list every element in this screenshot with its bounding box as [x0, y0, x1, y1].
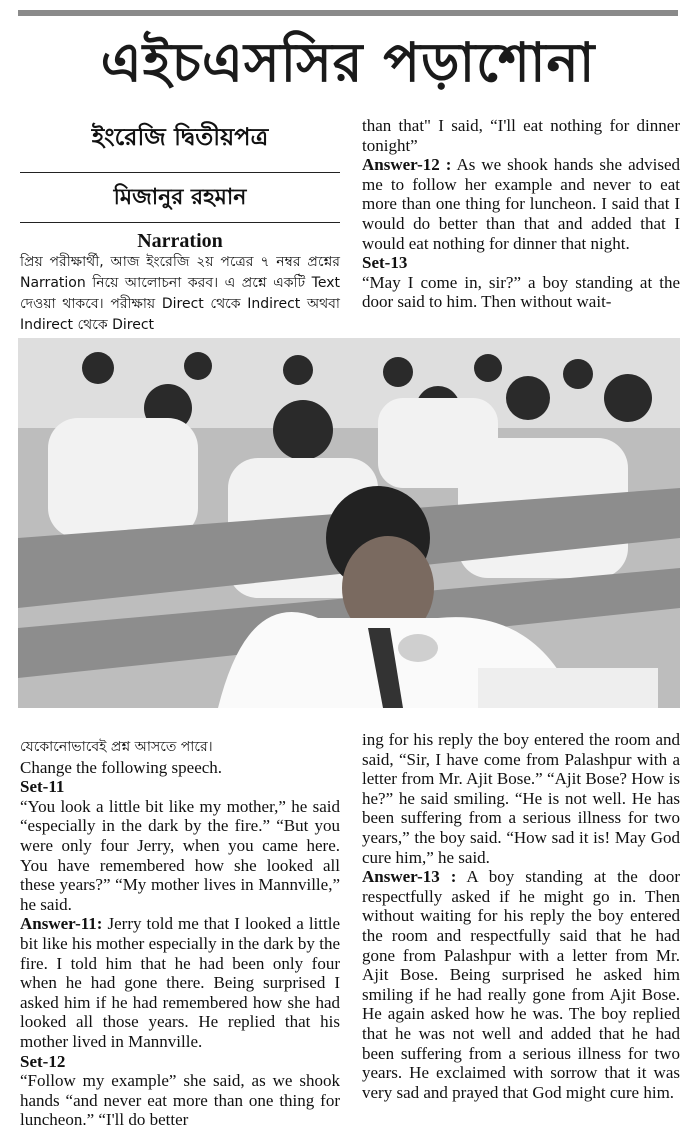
answer-text: As we shook hands she advised me to follow her example and never to eat more than one thing for luncheon. I said that I would do better than that and added that I would eat nothing for dinner that night.	[362, 155, 680, 253]
set-label: Set-13	[362, 253, 408, 273]
divider-rule	[20, 172, 340, 173]
paragraph	[362, 155, 680, 253]
section-title: Narration	[137, 230, 223, 252]
students-writing-exam-image	[18, 338, 680, 708]
divider-rule	[20, 222, 340, 223]
paragraph: “May I come in, sir?” a boy standing at the door said to him. Then without wait-	[362, 272, 680, 312]
set-label: Set-12	[20, 1051, 66, 1071]
paragraph: “Follow my example” she said, as we shook hands “and never eat more than one thing for luncheon.” “I'll do better	[20, 1071, 340, 1130]
author-byline: মিজানুর রহমান	[113, 185, 247, 210]
instruction: Change the following speech.	[20, 757, 223, 777]
masthead-title: এইচএসসির পড়াশোনা	[100, 31, 596, 94]
intro-paragraph: প্রিয় পরীক্ষার্থী, আজ ইংরেজি ২য় পত্রের ৭ নম্বর প্রশ্নের Narration নিয়ে আলোচনা করব। এ প্রশ্নে একটি Text দেওয়া থাকবে। পরীক্ষায় Direct থেকে Indirect অথবা Indirect থেকে Direct	[20, 254, 340, 333]
intro-paragraph-end: যেকোনোভাবেই প্রশ্ন আসতে পারে।	[20, 739, 213, 755]
answer-label: Answer-11:	[20, 914, 103, 934]
top-rule	[18, 10, 678, 16]
paragraph: ing for his reply the boy entered the room and said, “Sir, I have come from Palashpur with a letter from Mr. Ajit Bose.” “Ajit Bose? How is he?” he said smiling. “He is not well. He has been suffering from a serious illness for two years,” the boy said. “How sad it is! May God cure him,” he said.	[362, 730, 680, 867]
paragraph	[362, 867, 680, 1102]
answer-label: Answer-12 :	[362, 155, 452, 175]
article-col-left-bottom	[20, 738, 340, 1130]
answer-label: Answer-13 :	[362, 867, 457, 887]
article-col-left-top	[20, 230, 340, 336]
paragraph	[20, 914, 340, 1051]
paragraph: “You look a little bit like my mother,” he said “especially in the dark by the fire.” “But you were only four Jerry, when you came here. You have remembered how she looked all these years?” “My mother lives in Mannville,” he said.	[20, 796, 340, 914]
answer-text: A boy standing at the door respectfully asked if he might go in. Then without waiting for his reply the boy entered the room and respectfully said that he had gone from Palashpur with a letter from Mr. Ajit Bose. Being surprised he asked him smiling if he had really gone from Ajit Bose. He again asked how he was. The boy replied that he was not well and added that he had been suffering from a serious illness for two years. He exclaimed with sorrow that it was very sad and prayed that God might cure him.	[362, 867, 680, 1102]
exam-hall-photo	[18, 338, 680, 708]
article-col-right-bottom	[362, 730, 680, 1102]
answer-text: Jerry told me that I looked a little bit like his mother especially in the dark by the fire. I told him that he had been only four when he had gone there. Being surprised I asked him if he had remembered how she had looked all those years. He replied that his mother lived in Mannville.	[20, 914, 340, 1051]
paragraph: than that" I said, “I'll eat nothing for dinner tonight”	[362, 116, 680, 155]
subject-title: ইংরেজি দ্বিতীয়পত্র	[91, 123, 269, 151]
set-label: Set-11	[20, 777, 65, 797]
article-col-right-top	[362, 116, 680, 312]
